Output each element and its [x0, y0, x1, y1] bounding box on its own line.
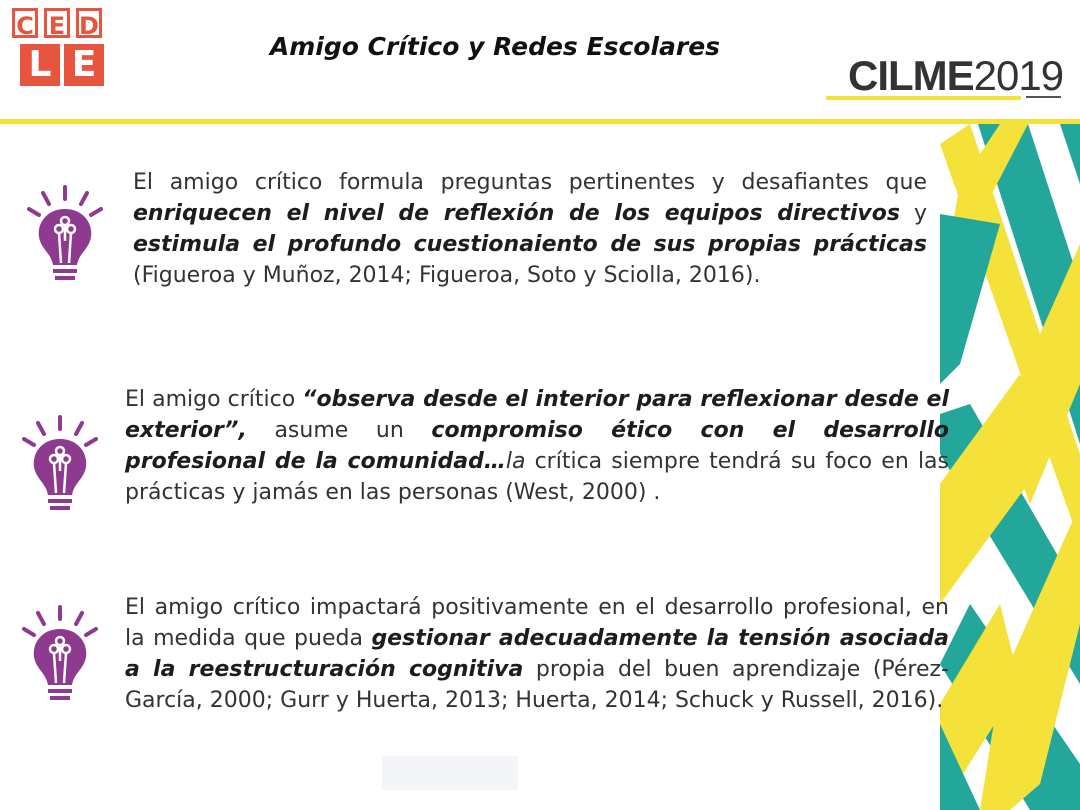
lightbulb-icon [20, 415, 100, 525]
p1-text-2: y [899, 201, 928, 226]
decorative-stripes [940, 124, 1080, 810]
p2-bold-2: compromiso ético con el desarrollo profesional de la comunidad… [125, 418, 949, 474]
paragraph-1 [133, 167, 927, 291]
p1-bold-2: estimula el profundo cuestionaiento de sus propias prácticas [133, 232, 927, 257]
p2-text-2: asume un [246, 418, 432, 443]
p1-bold-1: enriquecen el nivel de reflexión de los equipos directivos [133, 201, 900, 226]
lightbulb-icon [20, 605, 100, 715]
p2-bold-1: “observa desde el interior para reflexionar desde el exterior”, [125, 387, 949, 443]
paragraph-3 [125, 592, 949, 716]
p1-text-1: El amigo crítico formula preguntas pertinentes y desafiantes que [133, 170, 927, 195]
footer-placeholder [382, 756, 518, 790]
p2-italic-1: la [505, 449, 526, 474]
logo-letter-c: C [12, 8, 38, 38]
p2-text-3: crítica siempre tendrá su foco en las prácticas y jamás en las personas (West, 2000) . [125, 449, 949, 505]
cilme-brand [826, 52, 1066, 102]
brand-wordmark [848, 52, 1063, 100]
paragraph-2 [125, 384, 949, 508]
logo-letter-l: L [20, 44, 60, 86]
slide-title: Amigo Crítico y Redes Escolares [269, 32, 721, 61]
brand-year: 2019 [973, 52, 1064, 99]
brand-bold: CILME [848, 52, 974, 99]
p2-text-1: El amigo crítico [125, 387, 303, 412]
logo-letter-e2: E [64, 44, 104, 86]
logo-letter-e: E [44, 8, 70, 38]
lightbulb-icon [25, 185, 105, 295]
p3-bold-1: gestionar adecuadamente la tensión asociada a la reestructuración cognitiva [125, 626, 949, 682]
p1-text-3: (Figueroa y Muñoz, 2014; Figueroa, Soto y Sciolla, 2016). [133, 263, 761, 288]
p3-text-1: El amigo crítico impactará positivamente en el desarrollo profesional, en la medida que pueda [125, 595, 949, 651]
header-divider [0, 119, 1080, 124]
cedle-logo [12, 8, 104, 84]
logo-letter-d: D [76, 8, 102, 38]
p3-text-2: propia del buen aprendizaje (Pérez-García, 2000; Gurr y Huerta, 2013; Huerta, 2014; Schuck y Russell, 2016). [125, 657, 949, 713]
